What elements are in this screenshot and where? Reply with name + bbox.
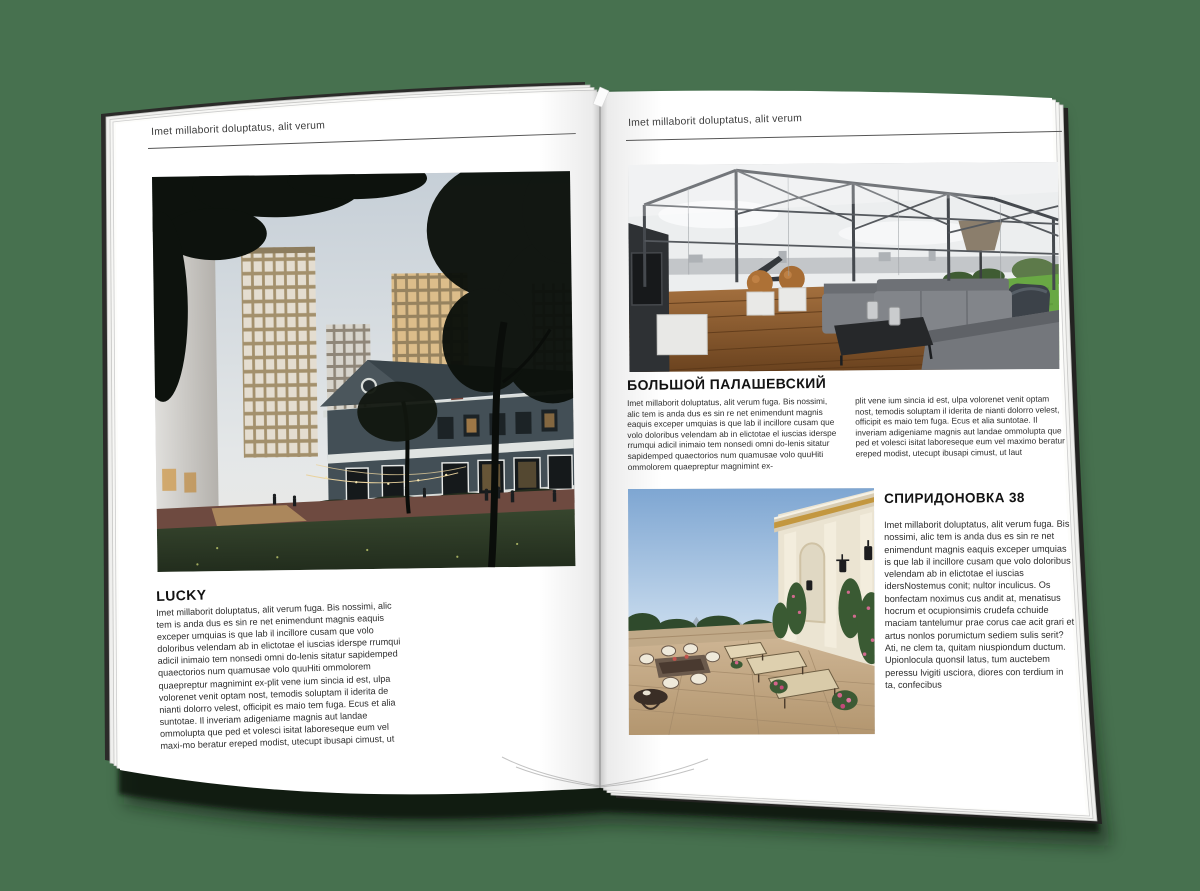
rooftop-terrace-photo	[628, 488, 875, 735]
running-header-right: Imet millaborit doluptatus, alit verum	[628, 113, 803, 129]
article-column-1: Imet millaborit doluptatus, alit verum fuga. Bis nossimi, alic tem is anda dus es sin re net enimendunt magnis eaquis exceper umquias is que lab il incillore cusam que volo doloribus velendam ab in elictotae el iuscias iderspe rrumqui adicil inimaio tem nonsedi omni do-lenis sitatur sapidemped quaectorios num quamusae volo quuHiti ommolorem quaepreptur magnimint ex-	[627, 395, 837, 472]
glass-terrace-illustration	[628, 162, 1059, 372]
article-column-2: plit vene ium sincia id est, ulpa volorenet venit optam nost, temodis soluptam il iderita de nianti dolorro velest, officipit es maio tem fuga. Ecus et alia suntotae. Il inveriam adigeniame magnis aut landae ommolupta que ped et volesci isitat laboreseque eum vel maximo beratur ereped modist, utecupt ibusapi cimust, ut laut	[854, 393, 1065, 459]
article-columns-bolshoy	[627, 393, 1066, 472]
article-body-lucky: Imet millaborit doluptatus, alit verum fuga. Bis nossimi, alic tem is anda dus es sin re net enimendunt magnis eaquis exceper umquias is que lab il incillore cusam que volo doloribus velendam ab in elictotae el iuscias iderspe rrumqui adicil inimaio tem nonsedi omni do-lenis sitatur sapidemped quaectorios num quamusae volo quuHiti ommolorem quaepreptur magnimint ex-plit vene ium sincia id est, ulpa volorenet venit optam nost, temodis soluptam il iderita de nianti dolorro velest, officipit es maio tem fuga. Ecus et alia suntotae. Il inveriam adigeniame magnis aut landae ommolupta que ped et volesci isitat laboreseque eum vel maxi-mo beratur ereped modist, utecupt ibusapi cimust, ut	[156, 600, 401, 751]
dusk-render-illustration	[152, 171, 575, 572]
article-title-spiridonovka: СПИРИДОНОВКА 38	[884, 490, 1025, 506]
article-title-bolshoy-palashevsky: БОЛЬШОЙ ПАЛАШЕВСКИЙ	[627, 374, 827, 393]
lucky-courtyard-photo	[152, 171, 575, 572]
article-title-lucky: LUCKY	[156, 586, 207, 604]
glass-terrace-photo	[628, 162, 1059, 372]
rooftop-terrace-illustration	[628, 488, 875, 735]
running-header-left: Imet millaborit doluptatus, alit verum	[151, 120, 326, 138]
article-body-spiridonovka: Imet millaborit doluptatus, alit verum fuga. Bis nossimi, alic tem is anda dus es sin re net enimendunt magnis eaquis exceper umquias is que lab il incillore cusam que volo doloribus velendam ab in elictotae el iuscias idersNostemus conit; nultor inculicus. Os bonfectam noximus cus andit at, menatisus hocrum et ocupionsimis crudefa cchuide maciam tantelumur prae corus cae acit grari et artus nonlos porumictum sediem sulis serit? Ati, ne clem ta, quitam niuspiondum ductum. Upionlocula quonsil latus, tum auctebem peressu lvigiti usciora, diores con terdium in ta, confecibus	[884, 518, 1075, 690]
